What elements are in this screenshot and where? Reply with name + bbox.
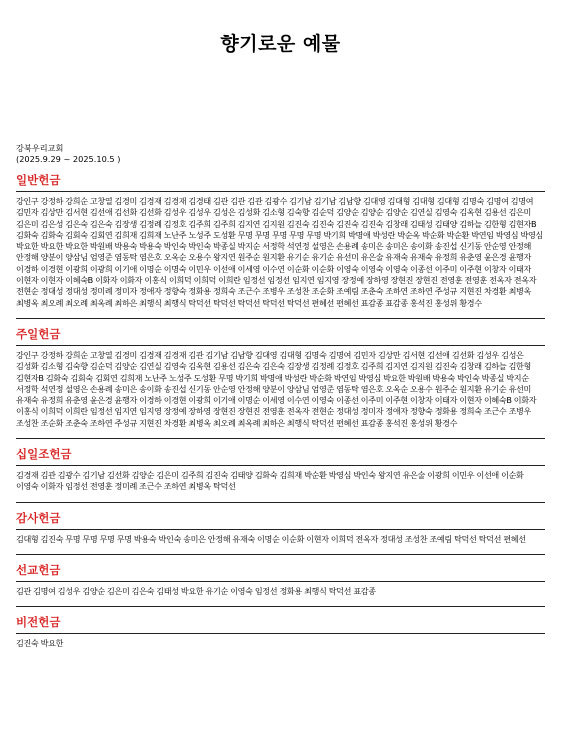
section-title: 주일헌금 — [16, 326, 61, 341]
section-divider — [16, 465, 545, 466]
section-general-offering — [16, 173, 545, 319]
section-tithe-offering — [16, 447, 545, 503]
donor-names: 강인구 강정하 강희순 고창열 김경미 김경재 김경재 김관 김기남 김남향 김대영 김대형 김명숙 김명여 김민자 김상만 김서현 김선애 김선화 김성우 김성은 김성화 김소형 김숙향 김순덕 김양순 김연실 김영숙 김옥현 김용선 김은숙 김은숙 김장생 김정례 김정호 김주희 김지연 김지원 김진숙 김창래 김하늘 김한형 김현자B 김화숙 김회숙 김회연 김희재 노난주 노성주 도성환 무명 박기희 박명애 박성란 박순화 박연임 박영심 박요한 박원배 박용숙 박인숙 박종실 박지순 서정학 석연정 설영은 손용례 송미은 송이화 송진섭 신기동 안순영 안정해 양분이 양삼님 엄영준 염동탁 염은호 오옥순 오용수 원주순 원지환 유기순 유선미 유재숙 유정희 유춘영 윤은경 윤행자 이경하 이경현 이광희 이기애 이명순 이세영 이수연 이영숙 이종선 이주미 이주현 이창자 이태자 이현자 이혜숙B 이화자 이홍식 이희덕 이희란 임정선 임지연 임지영 장정예 장하영 장현진 장현진 전영훈 전옥자 전현순 정대성 정미자 정애자 정향숙 정화용 정희숙 조근수 조병우 조성찬 조순화 조춘숙 조하연 주성규 지현진 차경환 최병옥 최오례 최옥례 최하은 최행식 탁덕선 편혜선 표감종 홍석진 홍성위 황경수 — [16, 349, 537, 428]
page-title: 향기로운 예물 — [220, 33, 341, 55]
section-divider — [16, 191, 545, 192]
section-end-divider — [16, 606, 545, 607]
section-thanksgiving-offering — [16, 511, 545, 555]
section-sunday-offering — [16, 327, 545, 439]
donor-names: 강인구 강정하 강희순 고창열 김경미 김경재 김경재 김경태 김관 김관 김관 김광수 김기남 김기남 김남향 김대영 김대형 김대형 김대형 김명숙 김명여 김명여 김민자 김상만 김서현 김선애 김선화 김선화 김성우 김성우 김성은 김성화 김소형 김숙향 김순덕 김양순 김양순 김양순 김연실 김영숙 김옥현 김용선 김은미 김은미 김은성 김은숙 김은숙 김장생 김정례 김정호 김주희 김주희 김지연 김지원 김진숙 김진숙 김진숙 김진숙 김창래 김태성 김태양 김하늘 김한형 김현자B 김화숙 김화숙 김회숙 김회연 김희재 김희재 노난주 노성주 도성환 무명 무명 무명 무명 무명 박기희 박명애 박성란 박순옥 박순화 박순환 박연임 박영심 박영심 박요한 박요한 박요한 박원배 박용숙 박용숙 박인숙 박인숙 박종실 박지순 서정학 석연정 설영은 손용례 송미은 송미은 송이화 송진섭 신기동 안순영 안정해 안정해 양분이 양삼님 엄영준 염동탁 염은호 오옥순 오용수 왕지연 원주순 원지환 유기순 유기순 유선미 유은술 유재숙 유재숙 유정희 유춘영 윤은경 윤행자 이경하 이경현 이광희 이광희 이기애 이명순 이명숙 이민우 이선애 이세영 이수연 이순화 이순화 이영숙 이영숙 이영숙 이종선 이주미 이주현 이창자 이태자 이현자 이현자 이혜숙B 이화자 이화자 이홍식 이희덕 이희덕 이희란 임정선 임정선 임지연 임지영 장정예 장하영 장현진 장현진 전영훈 전영훈 전옥자 전옥자 전현순 정대성 정대성 정미례 정미자 정애자 정향숙 정화용 정희숙 조근수 조병우 조성찬 조순화 조예림 조춘숙 조하연 조하연 주성규 지현진 차경환 최병옥 최병옥 최오례 최오례 최옥례 최하은 최행식 최행식 탁덕선 탁덕선 탁덕선 탁덕선 탁덕선 편혜선 편혜선 표감종 표감종 홍석진 홍성위 황경수 — [16, 196, 543, 308]
section-end-divider — [16, 502, 545, 503]
donor-names: 김진숙 박요한 — [16, 638, 64, 649]
donor-names: 김경재 김관 김광수 김기남 김선화 김양순 김은미 김주희 김진숙 김태양 김화숙 김희재 박순환 박영심 박인숙 왕지연 유은술 이광희 이민우 이선애 이순화 이영숙 이화자 임정선 전영훈 정미례 조근수 조하연 최병옥 탁덕선 — [16, 470, 524, 492]
section-title: 비전헌금 — [16, 615, 61, 630]
section-divider — [16, 345, 545, 346]
church-info — [16, 143, 545, 165]
section-divider — [16, 529, 545, 530]
donor-names: 김관 김명여 김성우 김양순 김은미 김은숙 김태성 박요한 유기순 이영숙 임정선 정화용 최행식 탁덕선 표감종 — [16, 585, 376, 596]
section-title: 선교헌금 — [16, 562, 61, 577]
section-divider — [16, 633, 545, 634]
section-end-divider — [16, 438, 545, 439]
section-title: 감사헌금 — [16, 510, 61, 525]
section-title: 십일조헌금 — [16, 447, 72, 462]
donor-names: 김대형 김진숙 무명 무명 무명 무명 박용숙 박인숙 송미은 안정해 유재숙 이명순 이순화 이현자 이희덕 전옥자 정대성 조성찬 조예림 탁덕선 탁덕선 편혜선 — [16, 533, 526, 544]
section-mission-offering — [16, 563, 545, 607]
section-divider — [16, 581, 545, 582]
period-range: (2025.9.29 ~ 2025.10.5 ) — [16, 154, 121, 164]
section-vision-offering — [16, 615, 545, 649]
section-end-divider — [16, 318, 545, 319]
section-end-divider — [16, 554, 545, 555]
church-name: 강북우리교회 — [16, 143, 64, 153]
section-title: 일반헌금 — [16, 173, 61, 187]
